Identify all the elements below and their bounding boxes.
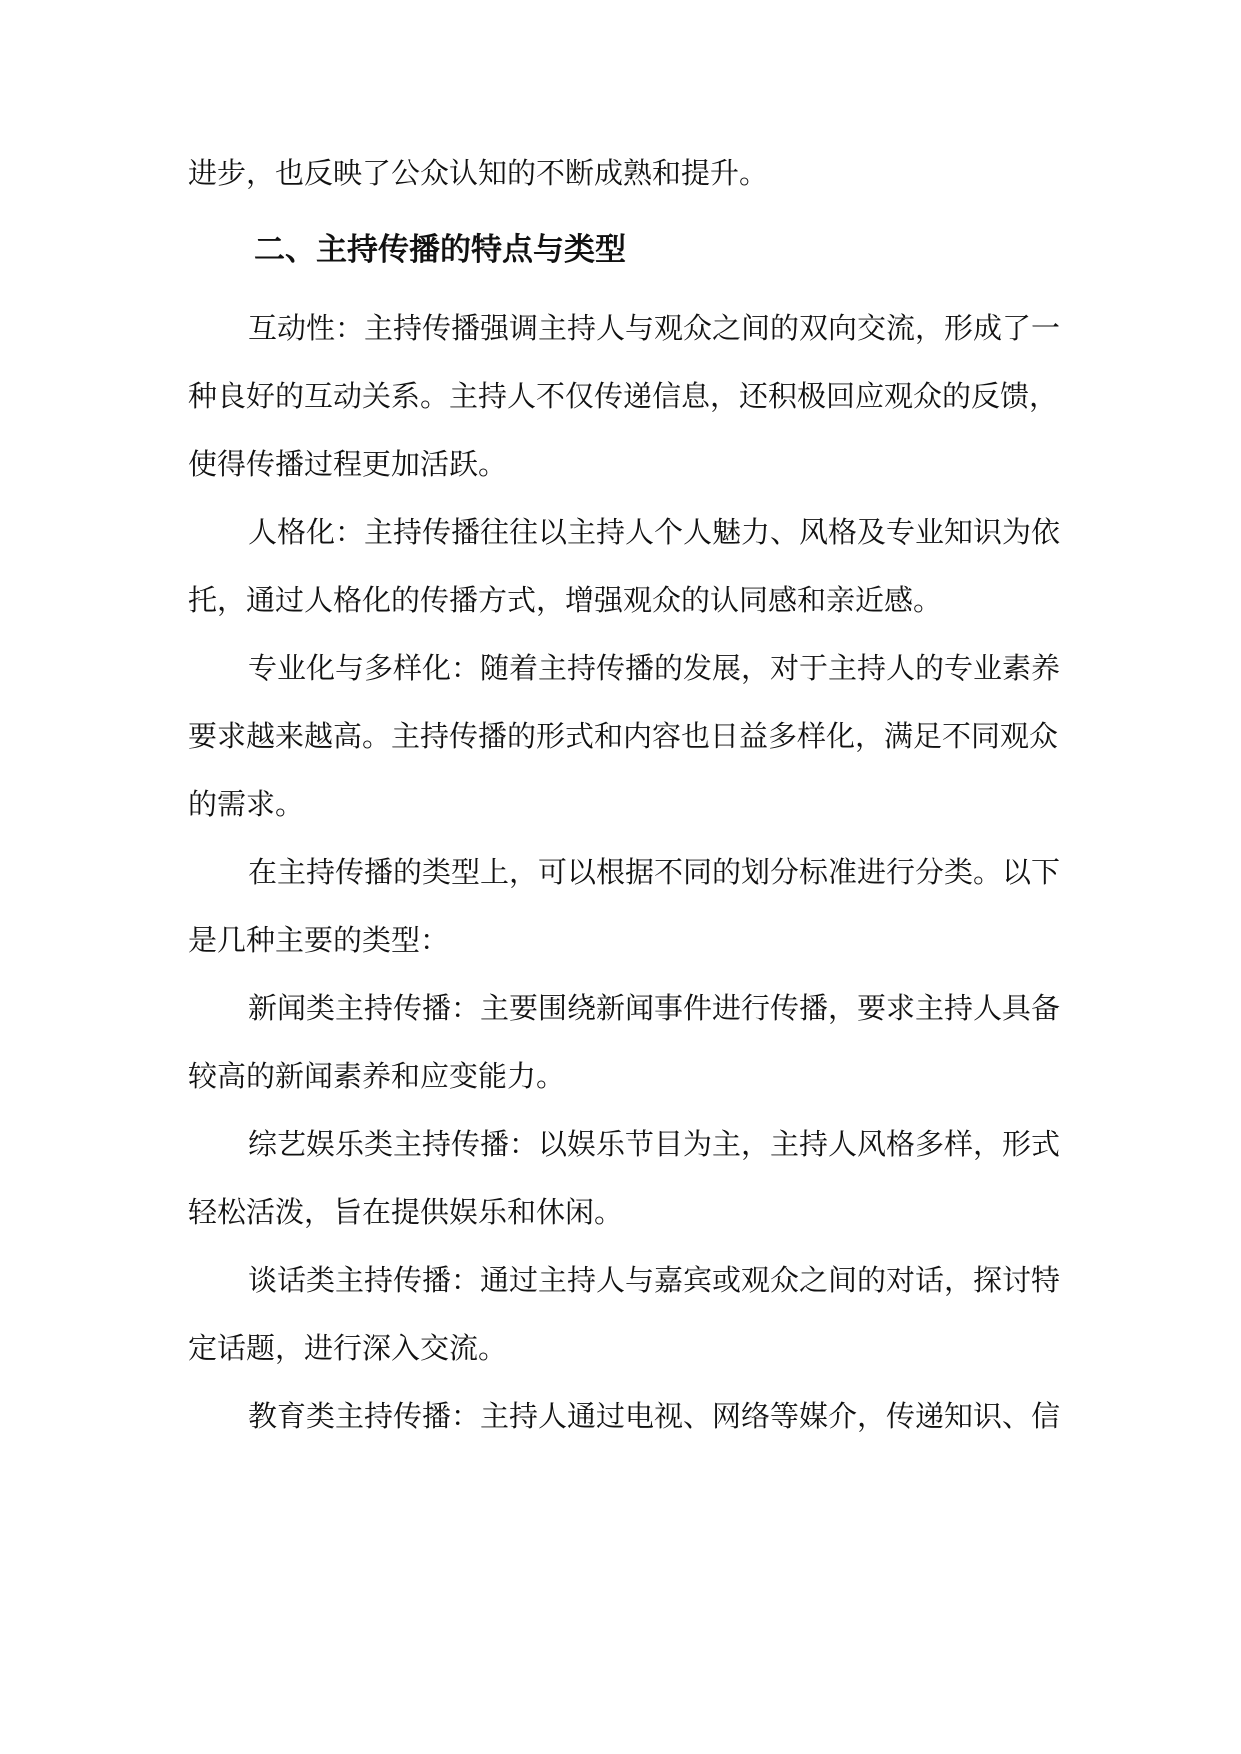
paragraph-line: 的需求。 (188, 787, 305, 821)
paragraph-line: 在主持传播的类型上，可以根据不同的划分标准进行分类。以下 (248, 855, 1061, 889)
lead-line: 进步，也反映了公众认知的不断成熟和提升。 (188, 156, 769, 190)
paragraph-line: 人格化：主持传播往往以主持人个人魅力、风格及专业知识为依 (248, 515, 1061, 549)
section-heading: 二、主持传播的特点与类型 (254, 232, 626, 268)
paragraph-line: 专业化与多样化：随着主持传播的发展，对于主持人的专业素养 (248, 651, 1061, 685)
paragraph-line: 是几种主要的类型： (188, 923, 450, 957)
paragraph-line: 使得传播过程更加活跃。 (188, 447, 508, 481)
paragraph-line: 定话题，进行深入交流。 (188, 1331, 508, 1365)
paragraph-line: 互动性：主持传播强调主持人与观众之间的双向交流，形成了一 (248, 311, 1061, 345)
paragraph-line: 较高的新闻素养和应变能力。 (188, 1059, 566, 1093)
paragraph-line: 轻松活泼，旨在提供娱乐和休闲。 (188, 1195, 624, 1229)
paragraph-line: 种良好的互动关系。主持人不仅传递信息，还积极回应观众的反馈， (188, 379, 1059, 413)
paragraph-line: 教育类主持传播：主持人通过电视、网络等媒介，传递知识、信 (248, 1399, 1061, 1433)
paragraph-line: 新闻类主持传播：主要围绕新闻事件进行传播，要求主持人具备 (248, 991, 1061, 1025)
paragraph-line: 综艺娱乐类主持传播：以娱乐节目为主，主持人风格多样，形式 (248, 1127, 1061, 1161)
paragraph-line: 谈话类主持传播：通过主持人与嘉宾或观众之间的对话，探讨特 (248, 1263, 1061, 1297)
paragraph-line: 托，通过人格化的传播方式，增强观众的认同感和亲近感。 (188, 583, 943, 617)
paragraph-line: 要求越来越高。主持传播的形式和内容也日益多样化，满足不同观众 (188, 719, 1059, 753)
